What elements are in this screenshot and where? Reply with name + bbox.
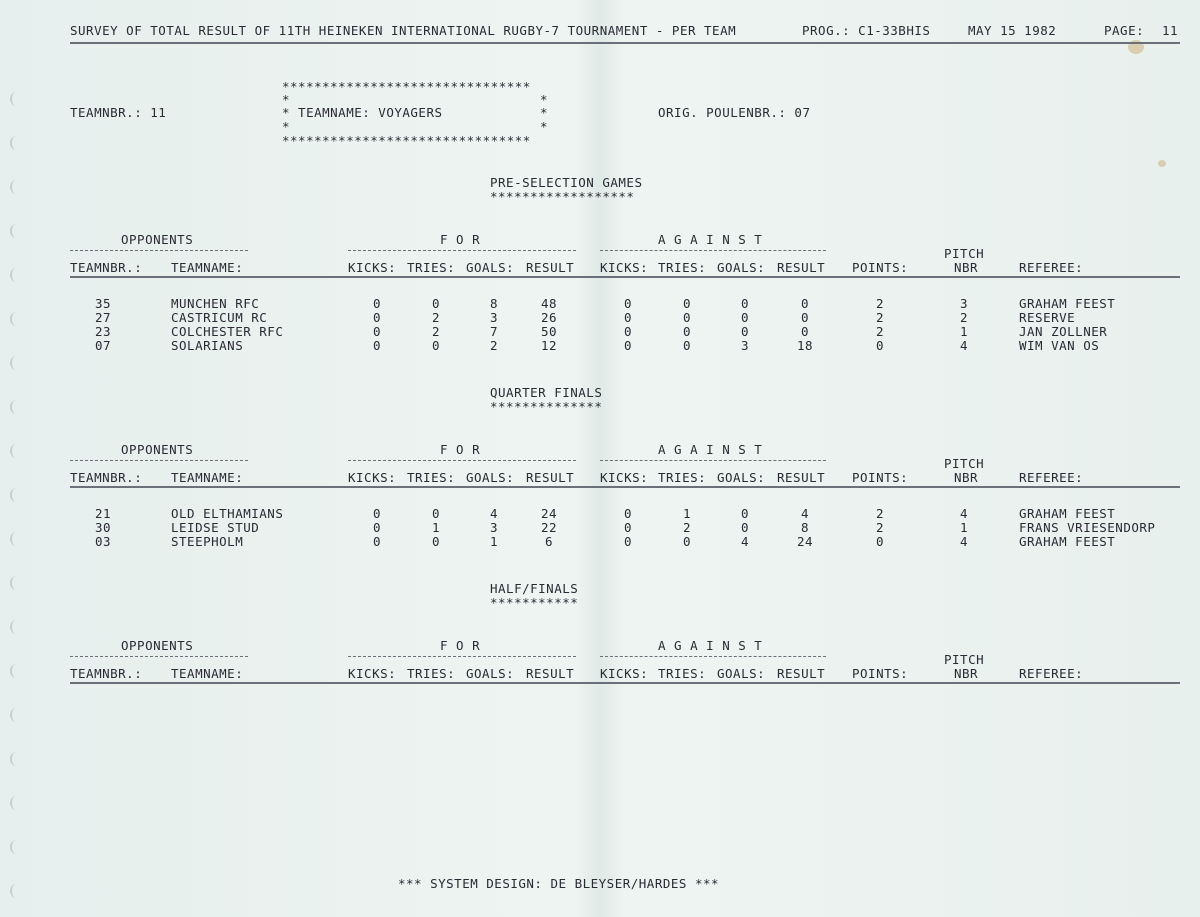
cell-atries: 2 — [682, 520, 692, 535]
cell-pitch: 3 — [959, 296, 969, 311]
referee-name: GRAHAM FEEST — [1019, 296, 1116, 311]
cell-tries: 0 — [431, 534, 441, 549]
cell-points: 2 — [875, 324, 885, 339]
cell-result: 50 — [540, 324, 558, 339]
header-double-rule — [70, 486, 1180, 493]
cell-kicks: 0 — [372, 338, 382, 353]
cell-goals: 4 — [489, 506, 499, 521]
feed-hole — [10, 268, 22, 282]
col-header-against-kicks: KICKS: — [600, 666, 649, 681]
opponent-team-number: 30 — [95, 520, 112, 535]
cell-result: 48 — [540, 296, 558, 311]
cell-agoals: 0 — [740, 310, 750, 325]
team-box-star: * — [540, 92, 549, 107]
col-header-teamname: TEAMNAME: — [171, 470, 244, 485]
col-header-pitch-nbr: NBR — [954, 666, 979, 681]
feed-hole — [10, 136, 22, 150]
feed-hole — [10, 180, 22, 194]
cell-aresult: 0 — [800, 296, 810, 311]
col-header-points: POINTS: — [852, 470, 909, 485]
feed-hole — [10, 224, 22, 238]
opponents-dash-rule — [70, 656, 248, 657]
opponent-team-name: SOLARIANS — [171, 338, 244, 353]
header-rule — [70, 42, 1180, 49]
feed-hole — [10, 664, 22, 678]
col-header-against-tries: TRIES: — [658, 470, 707, 485]
col-header-against-result: RESULT — [777, 666, 826, 681]
cell-tries: 2 — [431, 310, 441, 325]
opponent-team-number: 27 — [95, 310, 112, 325]
cell-points: 2 — [875, 296, 885, 311]
header-double-rule — [70, 682, 1180, 689]
opponent-team-number: 07 — [95, 338, 112, 353]
col-header-against: A G A I N S T — [658, 638, 763, 653]
col-header-result: RESULT — [526, 666, 575, 681]
cell-kicks: 0 — [372, 310, 382, 325]
feed-hole — [10, 312, 22, 326]
team-box-top: ******************************* — [282, 80, 531, 94]
cell-akicks: 0 — [623, 506, 633, 521]
cell-akicks: 0 — [623, 534, 633, 549]
col-header-points: POINTS: — [852, 666, 909, 681]
team-box-star: * — [282, 92, 291, 107]
col-header-tries: TRIES: — [407, 666, 456, 681]
stain-mark — [1158, 160, 1166, 167]
feed-hole — [10, 444, 22, 458]
orig-poule-number: ORIG. POULENBR.: 07 — [658, 105, 811, 120]
referee-name: RESERVE — [1019, 310, 1076, 325]
header-double-rule — [70, 276, 1180, 283]
col-header-against: A G A I N S T — [658, 232, 763, 247]
cell-points: 2 — [875, 520, 885, 535]
cell-pitch: 4 — [959, 338, 969, 353]
opponent-team-name: MUNCHEN RFC — [171, 296, 260, 311]
feed-hole — [10, 884, 22, 898]
col-header-against-result: RESULT — [777, 470, 826, 485]
col-header-pitch: PITCH — [944, 456, 985, 471]
cell-result: 26 — [540, 310, 558, 325]
cell-pitch: 1 — [959, 520, 969, 535]
col-header-against-goals: GOALS: — [717, 470, 766, 485]
cell-pitch: 1 — [959, 324, 969, 339]
cell-tries: 2 — [431, 324, 441, 339]
section-title-underline: ****************** — [490, 190, 635, 204]
cell-result: 6 — [544, 534, 554, 549]
cell-kicks: 0 — [372, 506, 382, 521]
cell-kicks: 0 — [372, 534, 382, 549]
col-header-kicks: KICKS: — [348, 470, 397, 485]
feed-hole — [10, 400, 22, 414]
cell-aresult: 24 — [796, 534, 814, 549]
referee-name: JAN ZOLLNER — [1019, 324, 1108, 339]
cell-atries: 1 — [682, 506, 692, 521]
col-header-goals: GOALS: — [466, 470, 515, 485]
col-header-against-goals: GOALS: — [717, 260, 766, 275]
cell-goals: 1 — [489, 534, 499, 549]
col-header-opponents: OPPONENTS — [121, 638, 194, 653]
opponent-team-number: 23 — [95, 324, 112, 339]
against-dash-rule — [600, 460, 826, 461]
cell-result: 24 — [540, 506, 558, 521]
col-header-pitch: PITCH — [944, 246, 985, 261]
cell-akicks: 0 — [623, 310, 633, 325]
cell-kicks: 0 — [372, 520, 382, 535]
team-box-star: * — [282, 119, 291, 134]
survey-title: SURVEY OF TOTAL RESULT OF 11TH HEINEKEN INTERNATIONAL RUGBY-7 TOURNAMENT - PER TEAM — [70, 23, 737, 38]
opponent-team-number: 03 — [95, 534, 112, 549]
referee-name: GRAHAM FEEST — [1019, 534, 1116, 549]
team-box-bottom: ******************************* — [282, 134, 531, 148]
cell-akicks: 0 — [623, 338, 633, 353]
col-header-pitch-nbr: NBR — [954, 470, 979, 485]
prog-code: PROG.: C1-33BHIS — [802, 23, 931, 38]
cell-agoals: 0 — [740, 506, 750, 521]
page-number: 11 — [1162, 23, 1179, 38]
cell-atries: 0 — [682, 534, 692, 549]
col-header-against-kicks: KICKS: — [600, 260, 649, 275]
team-number: TEAMNBR.: 11 — [70, 105, 167, 120]
referee-name: FRANS VRIESENDORP — [1019, 520, 1156, 535]
cell-goals: 2 — [489, 338, 499, 353]
feed-hole — [10, 752, 22, 766]
referee-name: GRAHAM FEEST — [1019, 506, 1116, 521]
opponent-team-name: CASTRICUM RC — [171, 310, 268, 325]
cell-agoals: 0 — [740, 520, 750, 535]
cell-goals: 3 — [489, 310, 499, 325]
cell-akicks: 0 — [623, 296, 633, 311]
cell-agoals: 3 — [740, 338, 750, 353]
col-header-against-kicks: KICKS: — [600, 470, 649, 485]
col-header-points: POINTS: — [852, 260, 909, 275]
for-dash-rule — [348, 250, 576, 251]
col-header-referee: REFEREE: — [1019, 666, 1084, 681]
report-date: MAY 15 1982 — [968, 23, 1057, 38]
col-header-teamnbr: TEAMNBR.: — [70, 260, 143, 275]
section-title-underline: *********** — [490, 596, 579, 610]
cell-result: 12 — [540, 338, 558, 353]
col-header-against-tries: TRIES: — [658, 666, 707, 681]
col-header-kicks: KICKS: — [348, 666, 397, 681]
col-header-goals: GOALS: — [466, 666, 515, 681]
col-header-kicks: KICKS: — [348, 260, 397, 275]
feed-hole — [10, 796, 22, 810]
cell-atries: 0 — [682, 324, 692, 339]
cell-agoals: 4 — [740, 534, 750, 549]
col-header-opponents: OPPONENTS — [121, 232, 194, 247]
cell-kicks: 0 — [372, 324, 382, 339]
cell-goals: 3 — [489, 520, 499, 535]
cell-agoals: 0 — [740, 324, 750, 339]
col-header-tries: TRIES: — [407, 470, 456, 485]
cell-goals: 8 — [489, 296, 499, 311]
cell-points: 2 — [875, 506, 885, 521]
col-header-opponents: OPPONENTS — [121, 442, 194, 457]
cell-pitch: 4 — [959, 534, 969, 549]
cell-atries: 0 — [682, 310, 692, 325]
feed-hole — [10, 576, 22, 590]
col-header-against: A G A I N S T — [658, 442, 763, 457]
col-header-pitch-nbr: NBR — [954, 260, 979, 275]
feed-hole — [10, 708, 22, 722]
cell-aresult: 4 — [800, 506, 810, 521]
opponent-team-number: 21 — [95, 506, 112, 521]
cell-tries: 0 — [431, 296, 441, 311]
opponent-team-name: LEIDSE STUD — [171, 520, 260, 535]
cell-tries: 0 — [431, 338, 441, 353]
col-header-result: RESULT — [526, 470, 575, 485]
page-label: PAGE: — [1104, 23, 1145, 38]
cell-atries: 0 — [682, 338, 692, 353]
cell-atries: 0 — [682, 296, 692, 311]
opponent-team-name: COLCHESTER RFC — [171, 324, 284, 339]
against-dash-rule — [600, 250, 826, 251]
opponents-dash-rule — [70, 460, 248, 461]
cell-aresult: 0 — [800, 310, 810, 325]
col-header-against-goals: GOALS: — [717, 666, 766, 681]
section-title: PRE-SELECTION GAMES — [490, 175, 643, 190]
cell-aresult: 8 — [800, 520, 810, 535]
cell-result: 22 — [540, 520, 558, 535]
section-title: QUARTER FINALS — [490, 385, 603, 400]
feed-hole — [10, 620, 22, 634]
opponent-team-name: STEEPHOLM — [171, 534, 244, 549]
col-header-for: F O R — [440, 442, 481, 457]
col-header-teamnbr: TEAMNBR.: — [70, 470, 143, 485]
col-header-referee: REFEREE: — [1019, 470, 1084, 485]
referee-name: WIM VAN OS — [1019, 338, 1100, 353]
team-box-star: * — [540, 119, 549, 134]
section-title-underline: ************** — [490, 400, 603, 414]
cell-points: 0 — [875, 534, 885, 549]
cell-points: 2 — [875, 310, 885, 325]
footer-credit: *** SYSTEM DESIGN: DE BLEYSER/HARDES *** — [398, 876, 720, 891]
col-header-referee: REFEREE: — [1019, 260, 1084, 275]
cell-tries: 1 — [431, 520, 441, 535]
col-header-against-result: RESULT — [777, 260, 826, 275]
section-title: HALF/FINALS — [490, 581, 579, 596]
cell-pitch: 2 — [959, 310, 969, 325]
col-header-for: F O R — [440, 638, 481, 653]
cell-points: 0 — [875, 338, 885, 353]
cell-kicks: 0 — [372, 296, 382, 311]
opponent-team-number: 35 — [95, 296, 112, 311]
feed-hole — [10, 488, 22, 502]
for-dash-rule — [348, 460, 576, 461]
col-header-result: RESULT — [526, 260, 575, 275]
opponents-dash-rule — [70, 250, 248, 251]
col-header-tries: TRIES: — [407, 260, 456, 275]
col-header-teamname: TEAMNAME: — [171, 666, 244, 681]
cell-goals: 7 — [489, 324, 499, 339]
col-header-against-tries: TRIES: — [658, 260, 707, 275]
cell-tries: 0 — [431, 506, 441, 521]
for-dash-rule — [348, 656, 576, 657]
feed-hole — [10, 92, 22, 106]
cell-aresult: 0 — [800, 324, 810, 339]
cell-akicks: 0 — [623, 324, 633, 339]
team-box-star: * — [540, 105, 549, 120]
cell-pitch: 4 — [959, 506, 969, 521]
cell-agoals: 0 — [740, 296, 750, 311]
col-header-goals: GOALS: — [466, 260, 515, 275]
col-header-for: F O R — [440, 232, 481, 247]
feed-hole — [10, 532, 22, 546]
feed-hole — [10, 356, 22, 370]
col-header-teamnbr: TEAMNBR.: — [70, 666, 143, 681]
against-dash-rule — [600, 656, 826, 657]
cell-aresult: 18 — [796, 338, 814, 353]
cell-akicks: 0 — [623, 520, 633, 535]
col-header-teamname: TEAMNAME: — [171, 260, 244, 275]
feed-hole — [10, 840, 22, 854]
team-name: * TEAMNAME: VOYAGERS — [282, 105, 443, 120]
opponent-team-name: OLD ELTHAMIANS — [171, 506, 284, 521]
col-header-pitch: PITCH — [944, 652, 985, 667]
